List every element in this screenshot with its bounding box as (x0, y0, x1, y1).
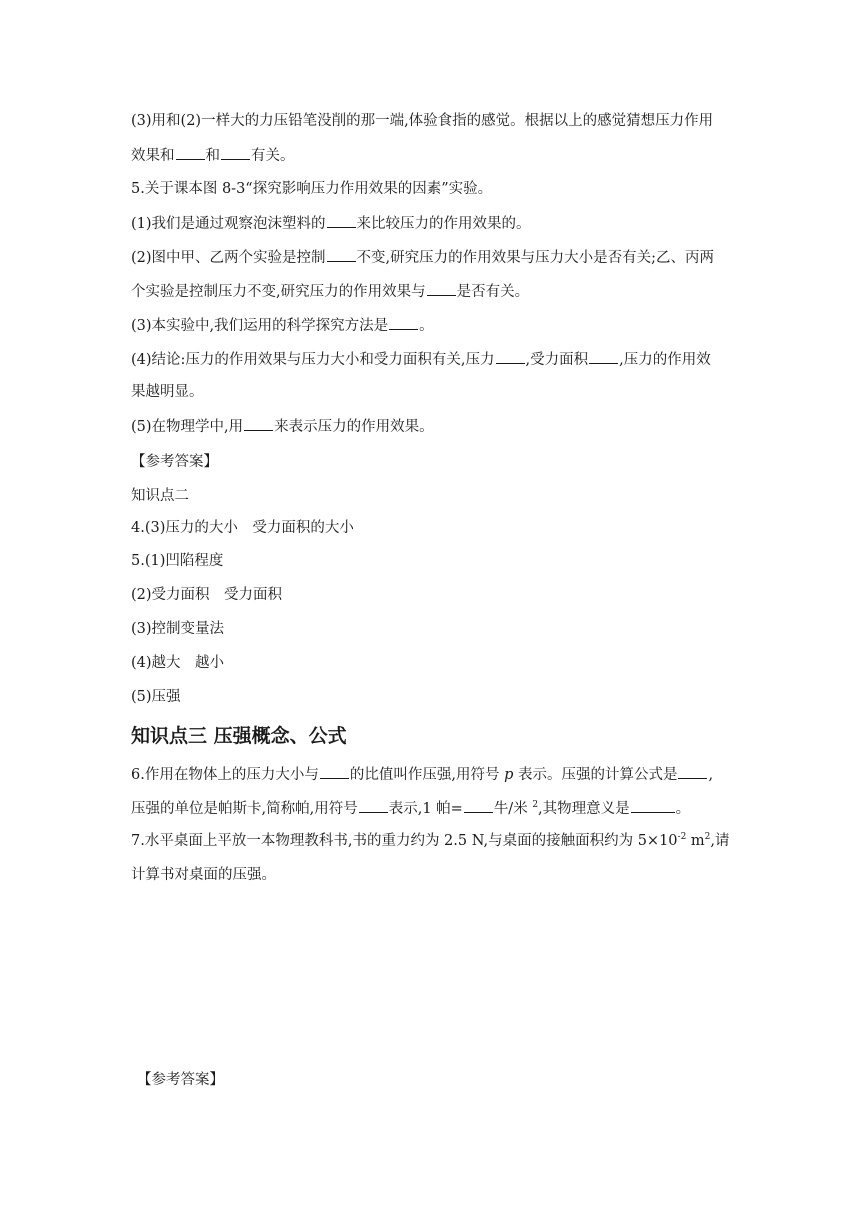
answer-5-2: (2)受力面积 受力面积 (131, 587, 283, 603)
q5-part-1: (1)我们是通过观察泡沫塑料的 来比较压力的作用效果的。 (131, 213, 531, 234)
q4-line-1: (3)用和(2)一样大的力压铅笔没削的那一端,体验食指的感觉。根据以上的感觉猜想压力作用 (131, 113, 714, 129)
q5-part-4-line-2: 果越明显。 (131, 384, 204, 400)
answer-blank (464, 798, 493, 813)
answer-blank (389, 315, 418, 330)
q7-line-2: 计算书对桌面的压强。 (131, 867, 276, 883)
answer-blank (496, 349, 525, 364)
answer-blank (244, 416, 273, 431)
answer-blank (589, 349, 618, 364)
q5-part-2-line-2: 个实验是控制压力不变,研究压力的作用效果与 是否有关。 (131, 281, 529, 302)
answer-blank (631, 798, 675, 813)
q4-line-2: 效果和 和 有关。 (131, 145, 295, 166)
answer-4: 4.(3)压力的大小 受力面积的大小 (131, 520, 354, 536)
answer-blank (678, 764, 707, 779)
q5-part-2-line-1: (2)图中甲、乙两个实验是控制 不变,研究压力的作用效果与压力大小是否有关;乙、丙两 (131, 247, 714, 268)
answer-blank (176, 145, 205, 160)
answer-5-5: (5)压强 (131, 689, 181, 705)
q6-line-2: 压强的单位是帕斯卡,简称帕,用符号 表示,1 帕= 牛/米 $^2$,其物理意义是 。 (131, 798, 690, 819)
answer-blank (327, 213, 356, 228)
answers-section-label: 知识点二 (131, 488, 189, 504)
answer-5-4: (4)越大 越小 (131, 655, 225, 671)
q5-title: 5.关于课本图 8-3“探究影响压力作用效果的因素”实验。 (131, 181, 493, 197)
answer-blank (327, 247, 356, 262)
answers-header-2: 【参考答案】 (137, 1072, 224, 1088)
answer-5-1: 5.(1)凹陷程度 (131, 553, 224, 569)
answer-blank (320, 764, 349, 779)
q7-line-1: 7.水平桌面上平放一本物理教科书,书的重力约为 2.5 N,与桌面的接触面积约为 $5\times 10^{-2}$ $m^2$,请 (131, 832, 730, 849)
answer-blank (359, 798, 388, 813)
answer-blank (427, 281, 456, 296)
q5-part-4-line-1: (4)结论:压力的作用效果与压力大小和受力面积有关,压力 ,受力面积 ,压力的作用效 (131, 349, 711, 370)
answer-blank (221, 145, 250, 160)
q5-part-5: (5)在物理学中,用 来表示压力的作用效果。 (131, 416, 434, 437)
answers-header: 【参考答案】 (131, 454, 218, 470)
q6-line-1: 6.作用在物体上的压力大小与 的比值叫作压强,用符号 p 表示。压强的计算公式是 , (131, 764, 713, 785)
q5-part-3: (3)本实验中,我们运用的科学探究方法是 。 (131, 315, 434, 336)
section-heading: 知识点三 压强概念、公式 (131, 725, 347, 747)
answer-5-3: (3)控制变量法 (131, 621, 225, 637)
